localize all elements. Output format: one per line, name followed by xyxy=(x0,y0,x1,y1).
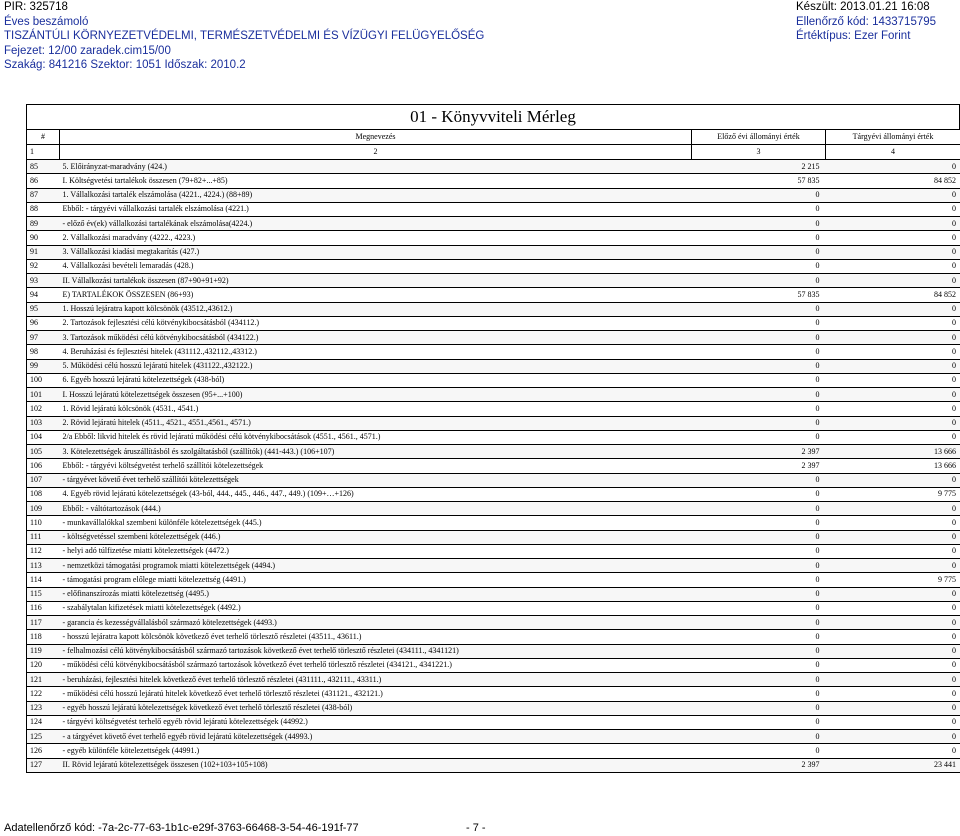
row-cur-value: 0 xyxy=(826,658,960,672)
table-row xyxy=(27,316,960,330)
row-cur-value: 0 xyxy=(826,616,960,630)
row-id: 106 xyxy=(27,459,60,473)
row-id: 98 xyxy=(27,345,60,359)
table-row xyxy=(27,630,960,644)
row-prev-value: 0 xyxy=(692,188,826,202)
row-cur-value: 0 xyxy=(826,601,960,615)
row-prev-value: 0 xyxy=(692,245,826,259)
row-name: 1. Rövid lejáratú kölcsönök (4531., 4541.) xyxy=(60,402,692,416)
row-prev-value: 0 xyxy=(692,359,826,373)
balance-sheet xyxy=(26,104,960,773)
row-name: Ebből: - tárgyévi költségvetést terhelő szállítói kötelezettségek xyxy=(60,459,692,473)
table-row xyxy=(27,673,960,687)
table-row xyxy=(27,160,960,174)
row-name: 2. Rövid lejáratú hitelek (4511., 4521., 4551.,4561., 4571.) xyxy=(60,416,692,430)
row-name: 2. Tartozások fejlesztési célú kötvénykibocsátásból (434112.) xyxy=(60,316,692,330)
row-prev-value: 0 xyxy=(692,616,826,630)
row-cur-value: 0 xyxy=(826,730,960,744)
row-id: 85 xyxy=(27,160,60,174)
row-prev-value: 0 xyxy=(692,402,826,416)
row-prev-value: 0 xyxy=(692,559,826,573)
table-row xyxy=(27,402,960,416)
row-name: 1. Vállalkozási tartalék elszámolása (4221., 4224.) (88+89) xyxy=(60,188,692,202)
row-id: 116 xyxy=(27,601,60,615)
row-cur-value: 0 xyxy=(826,331,960,345)
table-row xyxy=(27,331,960,345)
row-id: 103 xyxy=(27,416,60,430)
row-name: - szabálytalan kifizetések miatti kötelezettségek (4492.) xyxy=(60,601,692,615)
row-prev-value: 0 xyxy=(692,430,826,444)
row-name: - tárgyévi költségvetést terhelő egyéb rövid lejáratú kötelezettségek (44992.) xyxy=(60,715,692,729)
row-id: 112 xyxy=(27,544,60,558)
row-name: 3. Kötelezettségek áruszállításból és szolgáltatásból (szállítók) (441-443.) (106+107) xyxy=(60,445,692,459)
page-number: - 7 - xyxy=(466,822,486,834)
table-row xyxy=(27,744,960,758)
table-row xyxy=(27,245,960,259)
row-prev-value: 0 xyxy=(692,487,826,501)
row-name: II. Rövid lejáratú kötelezettségek összesen (102+103+105+108) xyxy=(60,758,692,772)
table-row xyxy=(27,288,960,302)
row-cur-value: 0 xyxy=(826,231,960,245)
row-id: 101 xyxy=(27,388,60,402)
row-cur-value: 0 xyxy=(826,530,960,544)
row-prev-value: 0 xyxy=(692,473,826,487)
row-cur-value: 13 666 xyxy=(826,445,960,459)
row-name: 3. Vállalkozási kiadási megtakarítás (427.) xyxy=(60,245,692,259)
table-row xyxy=(27,231,960,245)
row-prev-value: 0 xyxy=(692,630,826,644)
table-row xyxy=(27,544,960,558)
row-prev-value: 0 xyxy=(692,302,826,316)
row-name: - költségvetéssel szembeni kötelezettségek (446.) xyxy=(60,530,692,544)
row-name: 4. Egyéb rövid lejáratú kötelezettségek (43-ból, 444., 445., 446., 447., 449.) (109+…+126) xyxy=(60,487,692,501)
row-cur-value: 0 xyxy=(826,744,960,758)
row-prev-value: 0 xyxy=(692,658,826,672)
checksum-code: Ellenőrző kód: 1433715795 xyxy=(796,15,937,28)
row-cur-value: 0 xyxy=(826,673,960,687)
row-prev-value: 0 xyxy=(692,544,826,558)
data-check-code: Adatellenőrző kód: -7a-2c-77-63-1b1c-e29f-3763-66468-3-54-46-191f-77 xyxy=(4,822,359,834)
row-name: 1. Hosszú lejáratra kapott kölcsönök (43512.,43612.) xyxy=(60,302,692,316)
row-name: - tárgyévet követő évet terhelő szállítói kötelezettségek xyxy=(60,473,692,487)
table-row xyxy=(27,416,960,430)
row-name: 3. Tartozások működési célú kötvénykibocsátásból (434122.) xyxy=(60,331,692,345)
row-cur-value: 0 xyxy=(826,316,960,330)
table-row xyxy=(27,587,960,601)
report-header xyxy=(4,0,956,73)
row-name: 4. Vállalkozási bevételi lemaradás (428.) xyxy=(60,259,692,273)
row-prev-value: 57 835 xyxy=(692,288,826,302)
row-cur-value: 0 xyxy=(826,687,960,701)
col-header-name: Megnevezés xyxy=(60,130,692,145)
table-row xyxy=(27,302,960,316)
row-prev-value: 0 xyxy=(692,345,826,359)
row-name: - a tárgyévet követő évet terhelő egyéb rövid lejáratú kötelezettségek (44993.) xyxy=(60,730,692,744)
row-name: - helyi adó túlfizetése miatti kötelezettségek (4472.) xyxy=(60,544,692,558)
row-cur-value: 0 xyxy=(826,188,960,202)
row-cur-value: 0 xyxy=(826,473,960,487)
table-row xyxy=(27,687,960,701)
col-header-id: # xyxy=(27,130,60,145)
row-cur-value: 0 xyxy=(826,202,960,216)
row-id: 107 xyxy=(27,473,60,487)
row-name: - előző év(ek) vállalkozási tartalékának elszámolása(4224.) xyxy=(60,217,692,231)
row-prev-value: 0 xyxy=(692,502,826,516)
row-id: 87 xyxy=(27,188,60,202)
row-name: 5. Működési célú hosszú lejáratú hitelek (431122.,432122.) xyxy=(60,359,692,373)
row-cur-value: 0 xyxy=(826,502,960,516)
row-prev-value: 0 xyxy=(692,259,826,273)
row-cur-value: 0 xyxy=(826,373,960,387)
table-row xyxy=(27,388,960,402)
table-row xyxy=(27,715,960,729)
row-cur-value: 0 xyxy=(826,430,960,444)
row-name: Ebből: - váltótartozások (444.) xyxy=(60,502,692,516)
created-timestamp: Készült: 2013.01.21 16:08 xyxy=(796,1,930,13)
row-prev-value: 0 xyxy=(692,701,826,715)
row-cur-value: 23 441 xyxy=(826,758,960,772)
row-name: I. Költségvetési tartalékok összesen (79+82+...+85) xyxy=(60,174,692,188)
page-footer xyxy=(4,822,956,834)
row-cur-value: 9 775 xyxy=(826,573,960,587)
table-row xyxy=(27,459,960,473)
row-id: 126 xyxy=(27,744,60,758)
table-row xyxy=(27,345,960,359)
row-name: 5. Előirányzat-maradvány (424.) xyxy=(60,160,692,174)
row-prev-value: 0 xyxy=(692,730,826,744)
row-id: 102 xyxy=(27,402,60,416)
row-cur-value: 9 775 xyxy=(826,487,960,501)
row-cur-value: 13 666 xyxy=(826,459,960,473)
row-id: 121 xyxy=(27,673,60,687)
row-name: Ebből: - tárgyévi vállalkozási tartalék elszámolása (4221.) xyxy=(60,202,692,216)
row-id: 92 xyxy=(27,259,60,273)
row-prev-value: 0 xyxy=(692,416,826,430)
row-id: 93 xyxy=(27,274,60,288)
row-name: E) TARTALÉKOK ÖSSZESEN (86+93) xyxy=(60,288,692,302)
row-prev-value: 0 xyxy=(692,202,826,216)
table-row xyxy=(27,516,960,530)
row-cur-value: 0 xyxy=(826,388,960,402)
row-id: 117 xyxy=(27,616,60,630)
balance-table xyxy=(26,129,960,773)
row-id: 118 xyxy=(27,630,60,644)
table-row xyxy=(27,188,960,202)
row-name: 2/a Ebből: likvid hitelek és rövid lejáratú működési célú kötvénykibocsátások (4551., 4561., 4571.) xyxy=(60,430,692,444)
col-number-1: 1 xyxy=(27,145,60,160)
row-id: 108 xyxy=(27,487,60,501)
row-cur-value: 0 xyxy=(826,259,960,273)
row-id: 127 xyxy=(27,758,60,772)
col-number-4: 4 xyxy=(826,145,960,160)
row-cur-value: 0 xyxy=(826,302,960,316)
row-id: 94 xyxy=(27,288,60,302)
table-row xyxy=(27,174,960,188)
row-name: - hosszú lejáratra kapott kölcsönök következő évet terhelő törlesztő részletei (43511., 43611.) xyxy=(60,630,692,644)
report-type: Éves beszámoló xyxy=(4,15,89,28)
row-id: 99 xyxy=(27,359,60,373)
row-id: 115 xyxy=(27,587,60,601)
row-prev-value: 0 xyxy=(692,673,826,687)
row-cur-value: 0 xyxy=(826,217,960,231)
row-cur-value: 0 xyxy=(826,559,960,573)
row-prev-value: 0 xyxy=(692,373,826,387)
row-id: 113 xyxy=(27,559,60,573)
row-name: - beruházási, fejlesztési hitelek következő évet terhelő törlesztő részletei (431111., 432111., 43311.) xyxy=(60,673,692,687)
row-id: 114 xyxy=(27,573,60,587)
table-row xyxy=(27,430,960,444)
row-cur-value: 0 xyxy=(826,644,960,658)
row-name: - támogatási program előlege miatti kötelezettség (4491.) xyxy=(60,573,692,587)
col-header-prev: Előző évi állományi érték xyxy=(692,130,826,145)
table-row xyxy=(27,758,960,772)
row-id: 105 xyxy=(27,445,60,459)
row-name: II. Vállalkozási tartalékok összesen (87+90+91+92) xyxy=(60,274,692,288)
row-cur-value: 0 xyxy=(826,715,960,729)
row-cur-value: 0 xyxy=(826,402,960,416)
sector-period-info: Szakág: 841216 Szektor: 1051 Időszak: 2010.2 xyxy=(4,59,246,71)
table-row xyxy=(27,616,960,630)
row-id: 90 xyxy=(27,231,60,245)
row-name: 4. Beruházási és fejlesztési hitelek (431112.,432112.,43312.) xyxy=(60,345,692,359)
pir-label: PIR: 325718 xyxy=(4,1,68,13)
col-header-cur: Tárgyévi állományi érték xyxy=(826,130,960,145)
row-id: 109 xyxy=(27,502,60,516)
row-id: 125 xyxy=(27,730,60,744)
row-name: 6. Egyéb hosszú lejáratú kötelezettségek (438-ból) xyxy=(60,373,692,387)
row-cur-value: 84 852 xyxy=(826,174,960,188)
table-title: 01 - Könyvviteli Mérleg xyxy=(26,104,960,129)
row-id: 86 xyxy=(27,174,60,188)
row-id: 110 xyxy=(27,516,60,530)
table-row xyxy=(27,559,960,573)
value-type: Értéktípus: Ezer Forint xyxy=(796,30,911,42)
row-prev-value: 0 xyxy=(692,231,826,245)
row-name: - egyéb hosszú lejáratú kötelezettségek következő évet terhelő törlesztő részletei (438-ból) xyxy=(60,701,692,715)
row-prev-value: 0 xyxy=(692,217,826,231)
table-row xyxy=(27,730,960,744)
row-prev-value: 2 397 xyxy=(692,445,826,459)
row-name: - működési célú kötvénykibocsátásból származó tartozások következő évet terhelő törlesztő részletei (434121., 4341221.) xyxy=(60,658,692,672)
row-id: 111 xyxy=(27,530,60,544)
row-prev-value: 0 xyxy=(692,587,826,601)
row-id: 89 xyxy=(27,217,60,231)
row-cur-value: 0 xyxy=(826,245,960,259)
row-name: - működési célú hosszú lejáratú hitelek következő évet terhelő törlesztő részletei (431121., 432121.) xyxy=(60,687,692,701)
row-cur-value: 0 xyxy=(826,516,960,530)
table-row xyxy=(27,487,960,501)
row-cur-value: 0 xyxy=(826,701,960,715)
row-cur-value: 0 xyxy=(826,630,960,644)
row-prev-value: 0 xyxy=(692,687,826,701)
row-prev-value: 0 xyxy=(692,388,826,402)
row-id: 91 xyxy=(27,245,60,259)
row-prev-value: 2 397 xyxy=(692,758,826,772)
table-row xyxy=(27,644,960,658)
row-cur-value: 0 xyxy=(826,345,960,359)
row-id: 100 xyxy=(27,373,60,387)
row-id: 104 xyxy=(27,430,60,444)
table-row xyxy=(27,274,960,288)
table-row xyxy=(27,601,960,615)
row-prev-value: 57 835 xyxy=(692,174,826,188)
row-cur-value: 0 xyxy=(826,416,960,430)
row-prev-value: 0 xyxy=(692,316,826,330)
table-row xyxy=(27,259,960,273)
row-id: 123 xyxy=(27,701,60,715)
row-prev-value: 0 xyxy=(692,331,826,345)
row-name: - nemzetközi támogatási programok miatti kötelezettségek (4494.) xyxy=(60,559,692,573)
row-id: 120 xyxy=(27,658,60,672)
row-prev-value: 0 xyxy=(692,644,826,658)
table-row xyxy=(27,502,960,516)
row-prev-value: 0 xyxy=(692,573,826,587)
row-cur-value: 84 852 xyxy=(826,288,960,302)
row-name: 2. Vállalkozási maradvány (4222., 4223.) xyxy=(60,231,692,245)
row-prev-value: 0 xyxy=(692,601,826,615)
row-prev-value: 0 xyxy=(692,516,826,530)
row-name: - garancia és kezességvállalásból származó kötelezettségek (4493.) xyxy=(60,616,692,630)
table-row xyxy=(27,473,960,487)
row-prev-value: 0 xyxy=(692,715,826,729)
row-name: - munkavállalókkal szembeni különféle kötelezettségek (445.) xyxy=(60,516,692,530)
row-id: 88 xyxy=(27,202,60,216)
row-name: I. Hosszú lejáratú kötelezettségek összesen (95+...+100) xyxy=(60,388,692,402)
row-cur-value: 0 xyxy=(826,544,960,558)
row-prev-value: 2 215 xyxy=(692,160,826,174)
col-number-3: 3 xyxy=(692,145,826,160)
row-cur-value: 0 xyxy=(826,587,960,601)
row-cur-value: 0 xyxy=(826,274,960,288)
row-id: 119 xyxy=(27,644,60,658)
table-row xyxy=(27,373,960,387)
row-prev-value: 2 397 xyxy=(692,459,826,473)
row-cur-value: 0 xyxy=(826,359,960,373)
table-row xyxy=(27,573,960,587)
column-number-row xyxy=(27,145,960,160)
col-number-2: 2 xyxy=(60,145,692,160)
row-id: 97 xyxy=(27,331,60,345)
row-name: - felhalmozási célú kötvénykibocsátásból származó tartozások következő évet terhelő törlesztő részletei (434111., 4341121) xyxy=(60,644,692,658)
table-row xyxy=(27,202,960,216)
table-row xyxy=(27,530,960,544)
table-row xyxy=(27,359,960,373)
table-row xyxy=(27,658,960,672)
row-id: 122 xyxy=(27,687,60,701)
row-prev-value: 0 xyxy=(692,744,826,758)
row-cur-value: 0 xyxy=(826,160,960,174)
column-header-row xyxy=(27,130,960,145)
row-prev-value: 0 xyxy=(692,530,826,544)
row-name: - egyéb különféle kötelezettségek (44991.) xyxy=(60,744,692,758)
organization-name: TISZÁNTÚLI KÖRNYEZETVÉDELMI, TERMÉSZETVÉDELMI ÉS VÍZÜGYI FELÜGYELŐSÉG xyxy=(4,30,485,42)
table-row xyxy=(27,445,960,459)
row-name: - előfinanszírozás miatti kötelezettség (4495.) xyxy=(60,587,692,601)
row-id: 124 xyxy=(27,715,60,729)
row-id: 95 xyxy=(27,302,60,316)
table-row xyxy=(27,701,960,715)
row-prev-value: 0 xyxy=(692,274,826,288)
row-id: 96 xyxy=(27,316,60,330)
chapter-info: Fejezet: 12/00 zaradek.cim15/00 xyxy=(4,44,171,57)
table-row xyxy=(27,217,960,231)
